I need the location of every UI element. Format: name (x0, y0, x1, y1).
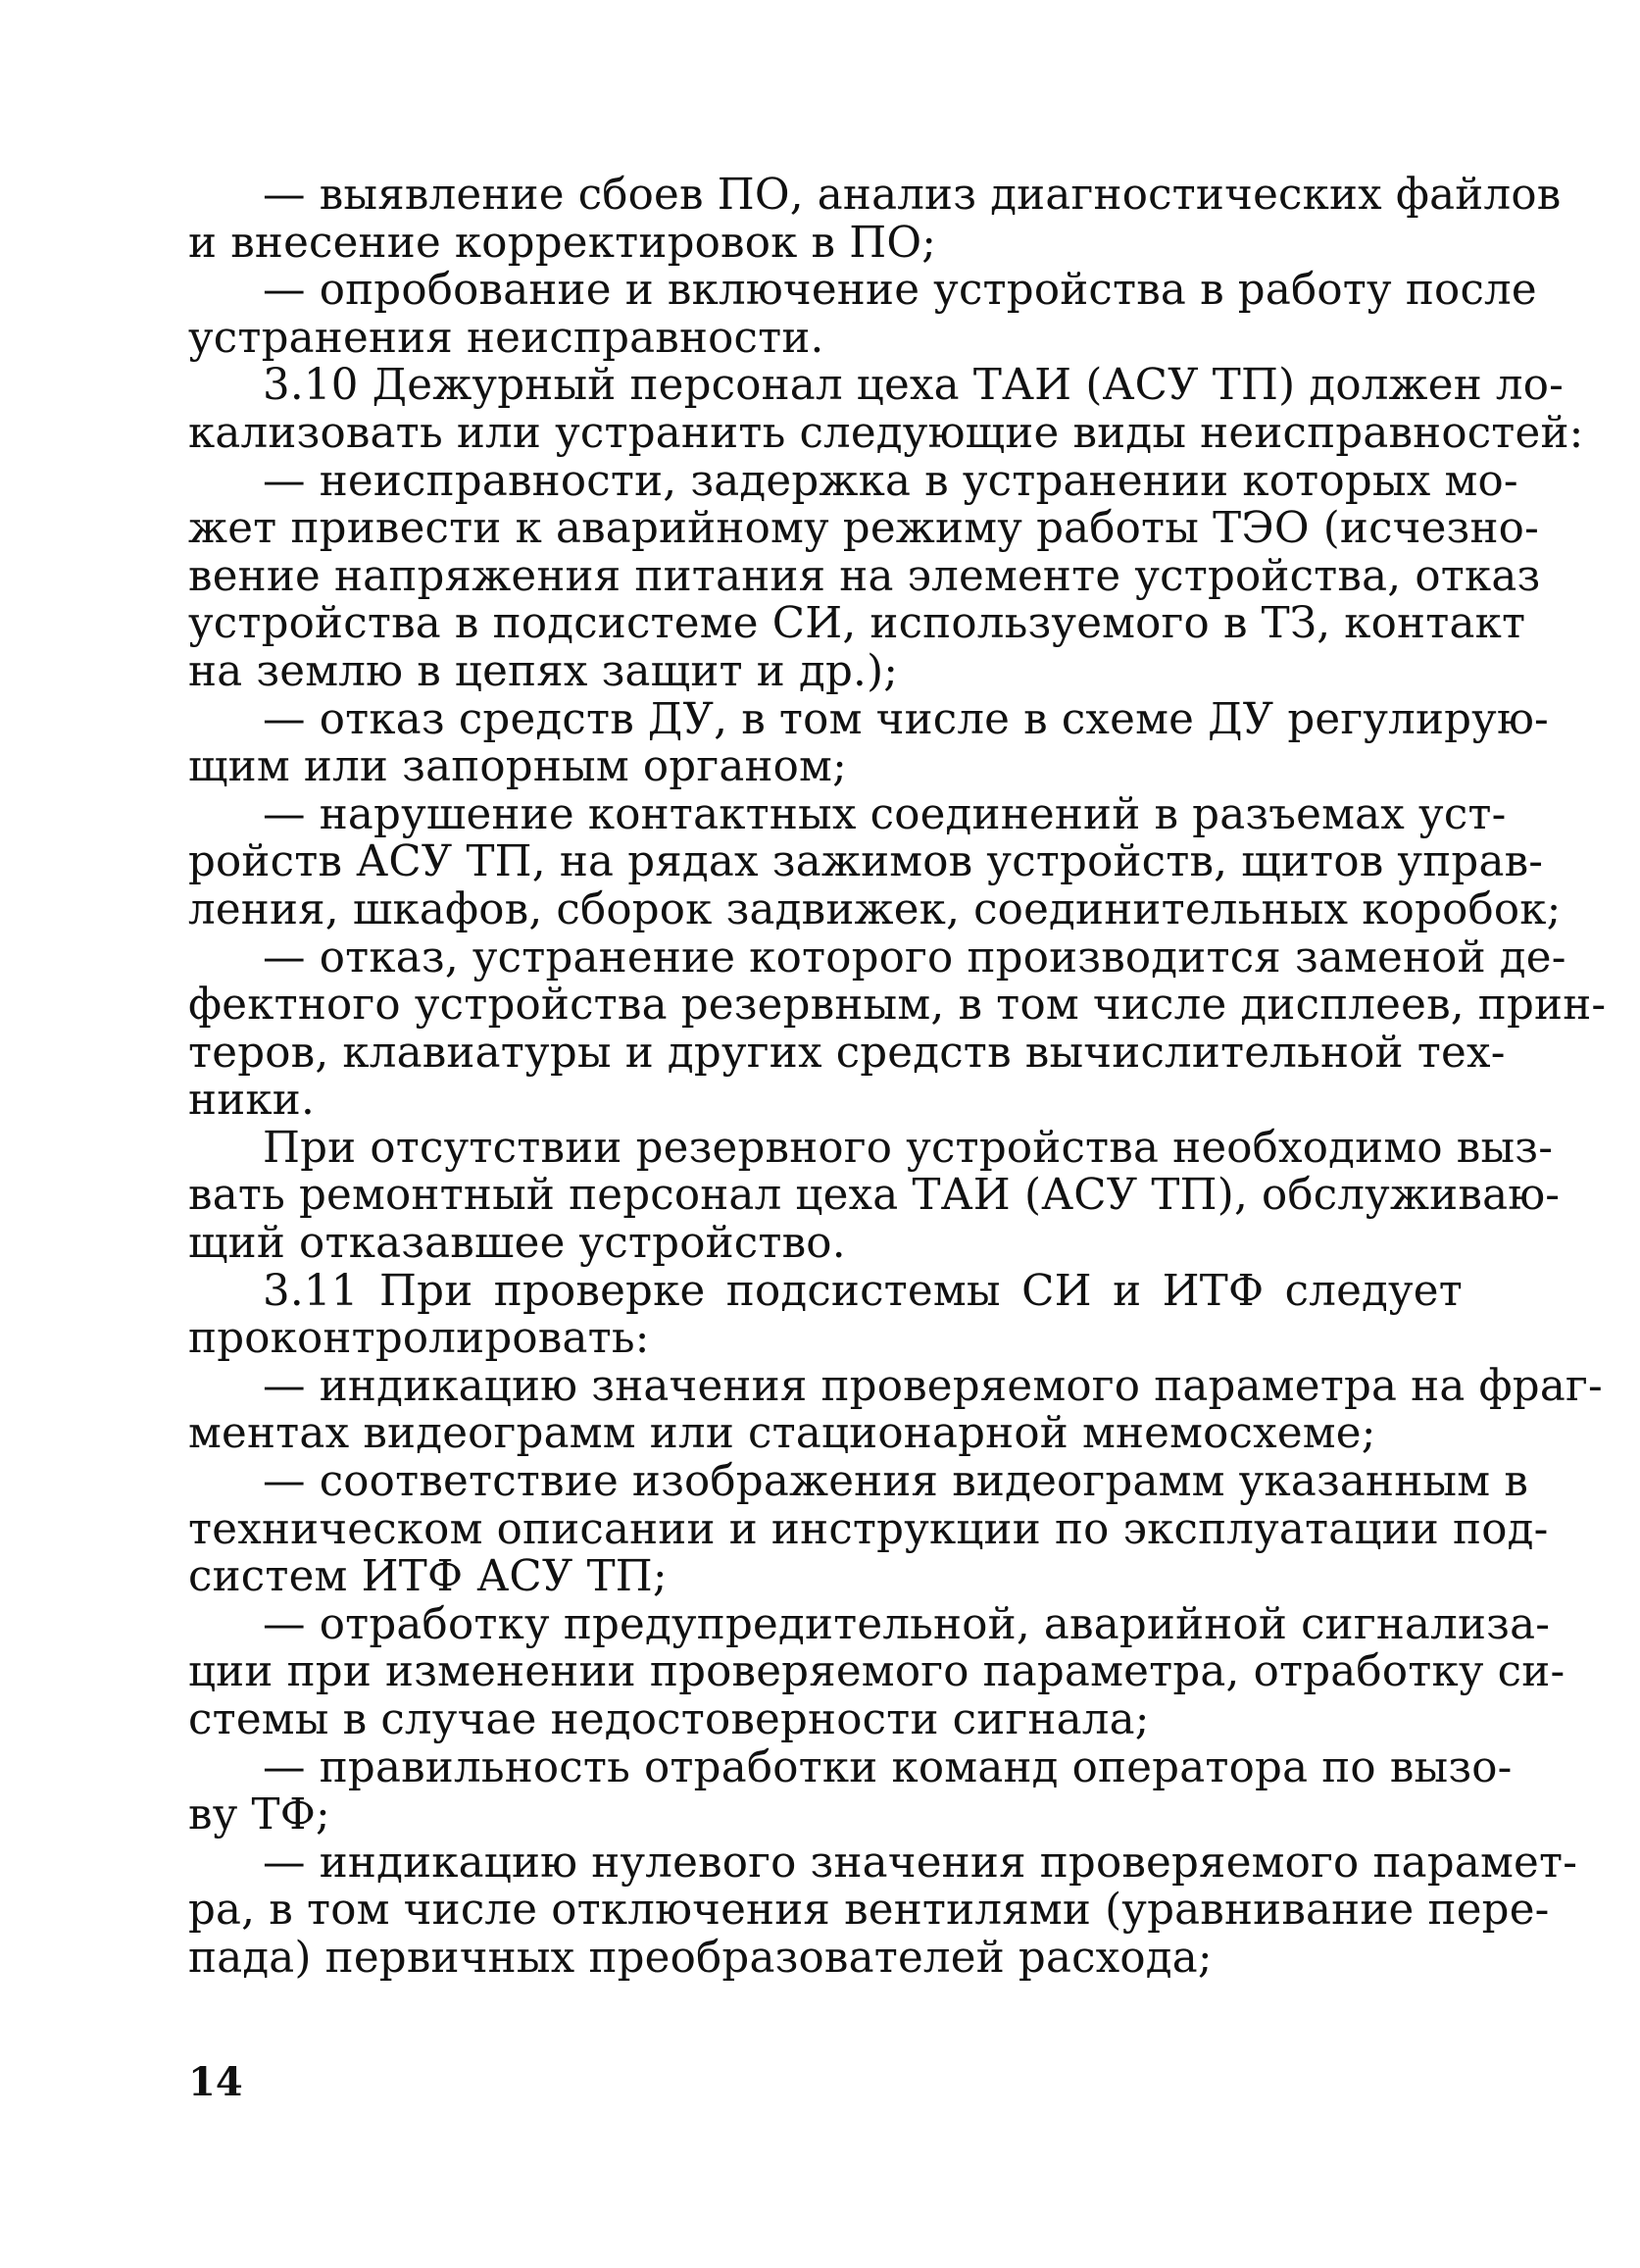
text-line: щим или запорным органом; (188, 742, 847, 792)
text-line: — индикацию нулевого значения проверяемого парамет- (263, 1838, 1578, 1888)
text-line: ции при изменении проверяемого параметра, отработку си- (188, 1647, 1565, 1697)
text-line: — отказ, устранение которого производится заменой де- (263, 932, 1566, 983)
text-line: — правильность отработки команд оператора по вызо- (263, 1742, 1513, 1792)
text-line: 3.10 Дежурный персонал цеха ТАИ (АСУ ТП) должен ло- (263, 361, 1565, 411)
text-line: ления, шкафов, сборок задвижек, соединительных коробок; (188, 884, 1562, 934)
text-line: устройства в подсистеме СИ, используемого в ТЗ, контакт (188, 599, 1526, 649)
text-line: проконтролировать: (188, 1314, 650, 1364)
text-line: и внесение корректировок в ПО; (188, 218, 937, 268)
text-line: — нарушение контактных соединений в разъемах уст- (263, 789, 1507, 839)
text-line: ра, в том числе отключения вентилями (уравнивание пере- (188, 1886, 1550, 1936)
text-line: вение напряжения питания на элементе устройства, отказ (188, 551, 1541, 601)
text-line: ники. (188, 1076, 315, 1126)
text-line: пада) первичных преобразователей расхода; (188, 1933, 1213, 1983)
body-text (188, 171, 1607, 1983)
text-line: ву ТФ; (188, 1790, 330, 1840)
text-line: вать ремонтный персонал цеха ТАИ (АСУ ТП), обслуживаю- (188, 1171, 1561, 1221)
text-line: техническом описании и инструкции по эксплуатации под- (188, 1504, 1549, 1554)
text-line: — опробование и включение устройства в работу после (263, 266, 1537, 316)
text-line: ментах видеограмм или стационарной мнемосхеме; (188, 1409, 1376, 1459)
text-line: устранения неисправности. (188, 313, 824, 363)
text-line: жет привести к аварийному режиму работы ТЭО (исчезно- (188, 504, 1539, 554)
text-line: При отсутствии резервного устройства необходимо выз- (263, 1123, 1554, 1173)
text-line: на землю в цепях защит и др.); (188, 646, 899, 696)
text-line: — отказ средств ДУ, в том числе в схеме ДУ регулирую- (263, 694, 1549, 744)
text-line: щий отказавшее устройство. (188, 1219, 846, 1269)
text-line: — отработку предупредительной, аварийной сигнализа- (263, 1599, 1551, 1649)
text-line: теров, клавиатуры и других средств вычислительной тех- (188, 1028, 1506, 1078)
text-line: 3.11 При проверке подсистемы СИ и ИТФ следует (263, 1266, 1463, 1316)
text-line: стемы в случае недостоверности сигнала; (188, 1695, 1150, 1744)
text-line: — соответствие изображения видеограмм указанным в (263, 1457, 1529, 1507)
text-line: — выявление сбоев ПО, анализ диагностических файлов (263, 171, 1562, 220)
page-number: 14 (188, 2059, 243, 2105)
text-line: ройств АСУ ТП, на рядах зажимов устройств, щитов управ- (188, 837, 1544, 887)
text-line: кализовать или устранить следующие виды неисправностей: (188, 408, 1584, 458)
text-line: — неисправности, задержка в устранении которых мо- (263, 456, 1518, 506)
text-line: фектного устройства резервным, в том числе дисплеев, прин- (188, 981, 1607, 1031)
text-line: — индикацию значения проверяемого параметра на фраг- (263, 1361, 1603, 1411)
text-line: систем ИТФ АСУ ТП; (188, 1552, 668, 1602)
